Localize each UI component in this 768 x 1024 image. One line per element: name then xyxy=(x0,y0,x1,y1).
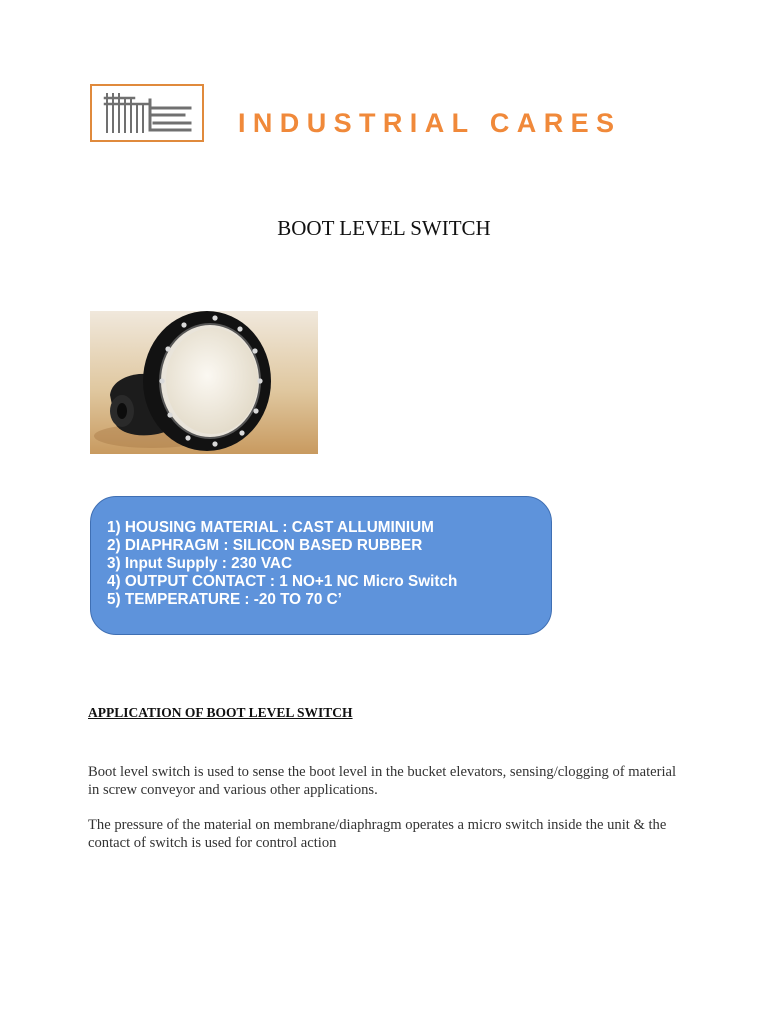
specifications-box xyxy=(90,496,552,635)
spec-temperature: 5) TEMPERATURE : -20 TO 70 C’ xyxy=(107,591,342,608)
document-title: BOOT LEVEL SWITCH xyxy=(277,216,491,240)
company-logo-mark xyxy=(92,86,202,140)
application-paragraph: The pressure of the material on membrane/diaphragm operates a micro switch inside the unit & the contact of switch is used for control action xyxy=(88,817,667,851)
product-photo xyxy=(90,311,318,454)
company-logo xyxy=(90,84,204,142)
spec-output-contact: 4) OUTPUT CONTACT : 1 NO+1 NC Micro Switch xyxy=(107,573,458,590)
application-paragraph: Boot level switch is used to sense the boot level in the bucket elevators, sensing/clogging of material in screw conveyor and various other applications. xyxy=(88,764,677,798)
application-heading: APPLICATION OF BOOT LEVEL SWITCH xyxy=(88,705,353,720)
spec-diaphragm: 2) DIAPHRAGM : SILICON BASED RUBBER xyxy=(107,537,423,554)
company-name: INDUSTRIAL CARES xyxy=(238,108,622,138)
specifications-list xyxy=(107,519,551,609)
spec-housing-material: 1) HOUSING MATERIAL : CAST ALLUMINIUM xyxy=(107,519,434,536)
spec-input-supply: 3) Input Supply : 230 VAC xyxy=(107,555,292,572)
